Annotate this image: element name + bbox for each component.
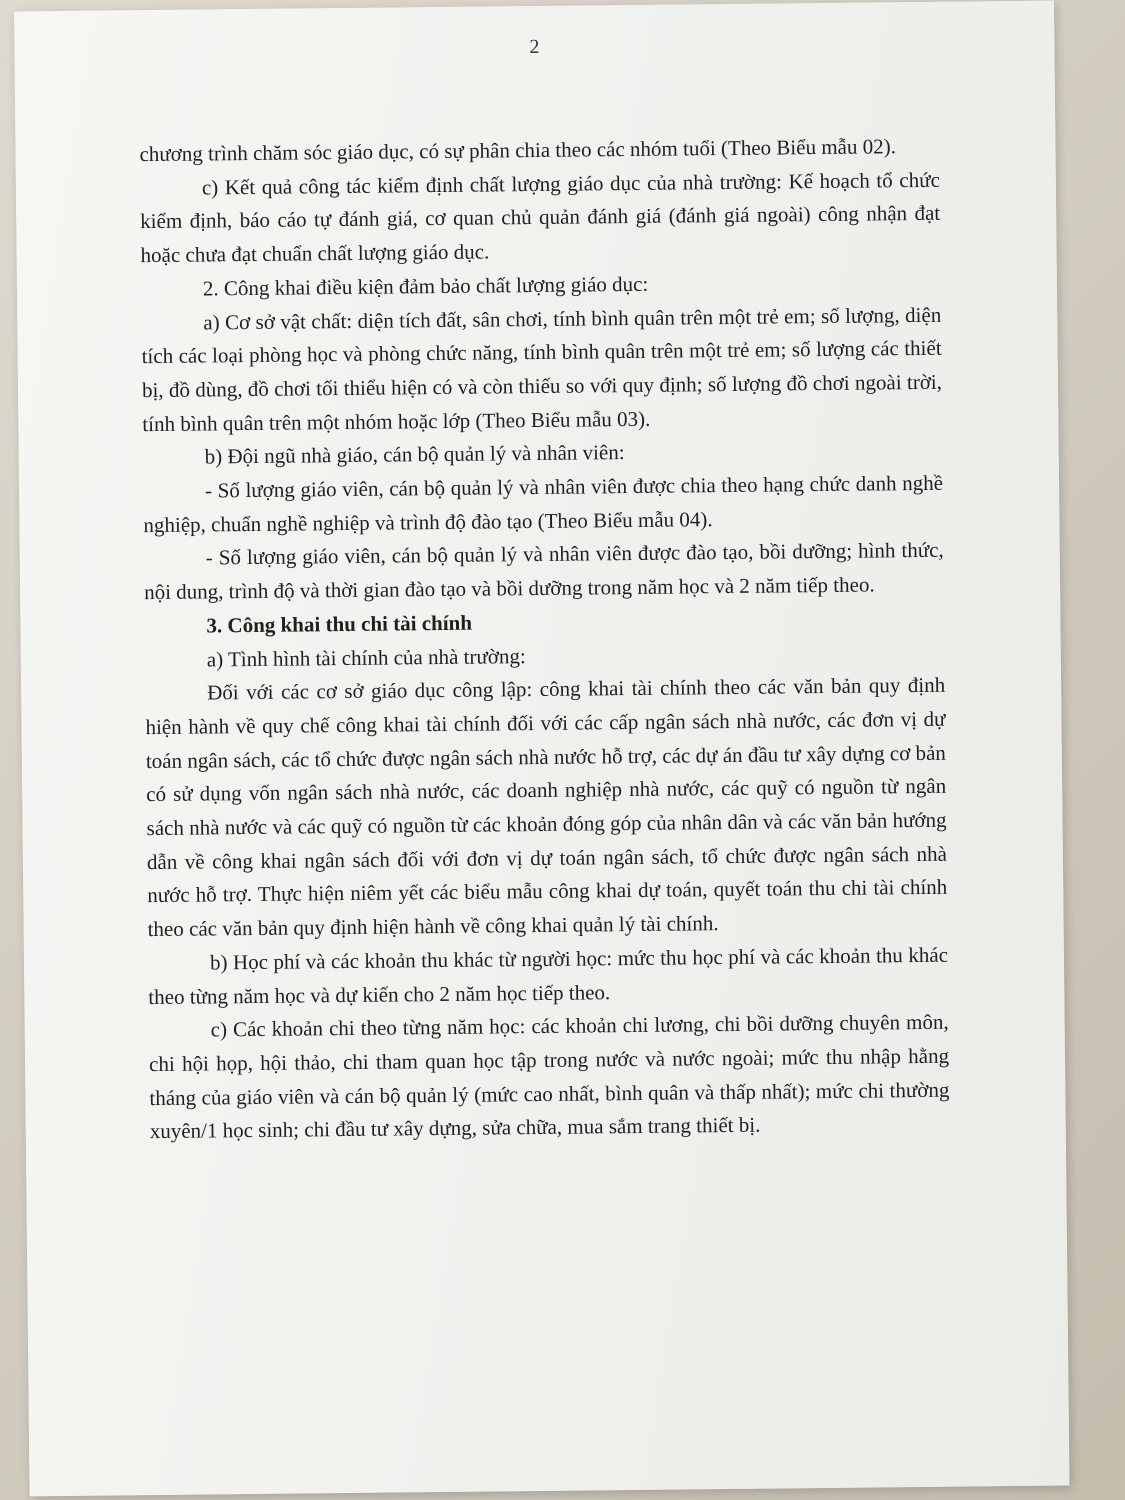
paragraph-staff-count: - Số lượng giáo viên, cán bộ quản lý và nhân viên được chia theo hạng chức danh nghề nghiệp, chuẩn nghề nghiệp và trình độ đào tạo (Theo Biểu mẫu 04). <box>143 470 944 537</box>
paragraph-finance-situation: a) Tình hình tài chính của nhà trường: <box>206 643 526 672</box>
paragraph-facilities: a) Cơ sở vật chất: diện tích đất, sân chơi, tính bình quân trên một trẻ em; số lượng, diện tích các loại phòng học và phòng chức năng, tính bình quân trên một trẻ em; số lượng các thiết bị, đồ dùng, đồ chơi tối thiểu hiện có và còn thiếu so với quy định; số lượng đồ chơi ngoài trời, tính bình quân trên một nhóm hoặc lớp (Theo Biểu mẫu 03). <box>141 302 943 436</box>
paragraph-staff-training: - Số lượng giáo viên, cán bộ quản lý và nhân viên được đào tạo, bồi dưỡng; hình thức, nội dung, trình độ và thời gian đào tạo và bồi dưỡng trong năm học và 2 năm tiếp theo. <box>143 538 944 605</box>
paragraph-expenses: c) Các khoản chi theo từng năm học: các khoản chi lương, chi bồi dưỡng chuyên môn, chi hội họp, hội thảo, chi tham quan học tập trong nước và nước ngoài; mức thu nhập hằng tháng của giáo viên và cán bộ quản lý (mức cao nhất, bình quân và thấp nhất); mức chi thường xuyên/1 học sinh; chi đầu tư xây dựng, sửa chữa, mua sắm trang thiết bị. <box>148 1009 950 1144</box>
page-number: 2 <box>529 35 540 59</box>
document-body <box>139 130 950 1149</box>
section-heading-finance: 3. Công khai thu chi tài chính <box>206 610 473 638</box>
document-page <box>14 1 1069 1497</box>
section-heading-conditions: 2. Công khai điều kiện đảm bảo chất lượng giáo dục: <box>202 271 649 301</box>
paragraph-quality-accreditation: c) Kết quả công tác kiểm định chất lượng giáo dục của nhà trường: Kế hoạch tổ chức kiểm định, báo cáo tự đánh giá, cơ quan chủ quản đánh giá (đánh giá ngoài) công nhận đạt hoặc chưa đạt chuẩn chất lượng giáo dục. <box>140 167 941 268</box>
paragraph-public-institutions: Đối với các cơ sở giáo dục công lập: công khai tài chính theo các văn bản quy định hiện hành về quy chế công khai tài chính đối với các cấp ngân sách nhà nước, các đơn vị dự toán ngân sách, các tổ chức được ngân sách nhà nước hỗ trợ, các dự án đầu tư xây dựng cơ bản có sử dụng vốn ngân sách nhà nước, các doanh nghiệp nhà nước, các quỹ có nguồn từ ngân sách nhà nước và các quỹ có nguồn từ các khoản đóng góp của nhân dân và các văn bản hướng dẫn về công khai ngân sách đối với đơn vị dự toán ngân sách, tổ chức được ngân sách nhà nước hỗ trợ. Thực hiện niêm yết các biểu mẫu công khai dự toán, quyết toán thu chi tài chính theo các văn bản quy định hiện hành về công khai quản lý tài chính. <box>145 672 948 942</box>
paragraph-continuation: chương trình chăm sóc giáo dục, có sự phân chia theo các nhóm tuổi (Theo Biểu mẫu 02). <box>139 134 897 167</box>
paragraph-staff-heading: b) Đội ngũ nhà giáo, cán bộ quản lý và nhân viên: <box>204 440 625 469</box>
paragraph-tuition: b) Học phí và các khoản thu khác từ người học: mức thu học phí và các khoản thu khác theo từng năm học và dự kiến cho 2 năm học tiếp theo. <box>148 942 949 1009</box>
